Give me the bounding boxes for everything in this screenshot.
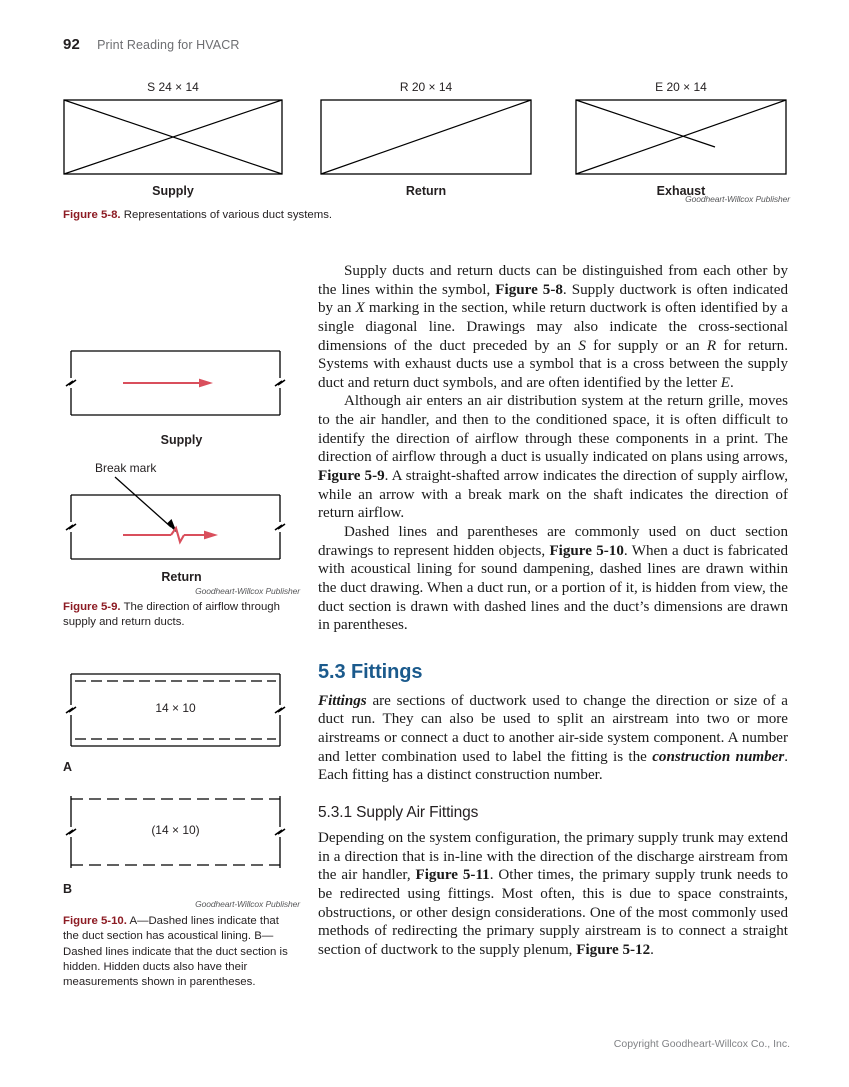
break-mark-icon bbox=[275, 524, 285, 530]
term-fittings: Fittings bbox=[318, 692, 367, 709]
paragraph-5 bbox=[318, 829, 788, 959]
return-airflow-group bbox=[63, 461, 300, 574]
figure-5-9-caption-text: The direction of airflow through supply and return ducts. bbox=[63, 601, 280, 629]
figure-5-10-caption bbox=[63, 914, 291, 990]
para-1-text-d: for supply or an bbox=[585, 337, 707, 354]
para-3-text-a: Dashed lines and parentheses are commonly used on duct section drawings to represent hidden objects, bbox=[318, 523, 788, 559]
para-1-figure-ref: Figure 5-8 bbox=[495, 281, 563, 298]
running-head: Print Reading for HVACR bbox=[97, 38, 240, 52]
figure-5-8-caption-label: Figure 5-8. bbox=[63, 209, 121, 221]
duct-dimension-lined: 14 × 10 bbox=[155, 701, 196, 715]
figure-5-10-credit: Goodheart-Willcox Publisher bbox=[195, 899, 300, 909]
body-text-column bbox=[318, 262, 788, 960]
figure-5-8-caption-text: Representations of various duct systems. bbox=[120, 209, 333, 221]
para-3-text-b: . When a duct is fabricated with acoustical lining for sound dampening, dashed lines are drawn within the duct drawing. When a duct run, or a portion of it, is hidden from view, the duct section is drawn with dashed lines and the duct’s dimensions are drawn in parentheses. bbox=[318, 542, 788, 634]
exhaust-duct-diagram bbox=[575, 99, 787, 175]
duct-dimension-exhaust: E 20 × 14 bbox=[655, 80, 707, 94]
return-airflow-arrow-icon bbox=[123, 528, 218, 542]
figure-5-8-caption bbox=[63, 208, 483, 223]
figure-5-10-panel-a bbox=[63, 668, 300, 759]
para-1-text-c: marking in the section, while return ductwork is often identified by a single diagonal line. Drawings may also indicate the cross-sectional dimensions of the duct preceded by an bbox=[318, 300, 788, 354]
para-4-text-a: are sections of ductwork used to change the direction or size of a duct run. They can also be used to split an airstream into two or more airstreams or connect a duct to another air-side system component. A number and letter combination used to label the fitting is the bbox=[318, 692, 788, 765]
duct-dimension-return: R 20 × 14 bbox=[399, 80, 453, 94]
term-construction-number: construction number bbox=[652, 748, 785, 765]
para-1-letter-r: R bbox=[706, 337, 717, 354]
para-1-letter-s: S bbox=[578, 337, 586, 354]
paragraph-1 bbox=[318, 262, 788, 392]
return-airflow-diagram bbox=[63, 473, 288, 569]
para-2-figure-ref: Figure 5-9 bbox=[318, 468, 385, 485]
figure-5-9-caption-label: Figure 5-9. bbox=[63, 601, 121, 613]
figure-5-9-caption bbox=[63, 600, 288, 631]
para-1-letter-e: E bbox=[720, 374, 731, 391]
duct-name-return: Return bbox=[405, 184, 447, 198]
duct-symbol-exhaust bbox=[575, 80, 787, 198]
figure-5-10-label-b: B bbox=[63, 882, 73, 896]
paragraph-3 bbox=[318, 523, 788, 635]
figure-5-9-credit: Goodheart-Willcox Publisher bbox=[195, 586, 300, 596]
figure-5-10-label-a: A bbox=[63, 760, 73, 774]
para-1-text-a: Supply ducts and return ducts can be distinguished from each other by the lines within the symbol, bbox=[318, 263, 788, 298]
break-mark-annotation-label: Break mark bbox=[95, 461, 157, 475]
paragraph-4 bbox=[318, 692, 788, 785]
figure-5-9-supply-label: Supply bbox=[160, 433, 203, 447]
supply-airflow-arrow-icon bbox=[123, 379, 213, 388]
paragraph-2 bbox=[318, 392, 788, 522]
para-4-text-b: . Each fitting has a distinct construction number. bbox=[318, 748, 788, 784]
subsection-heading-5-3-1: 5.3.1 Supply Air Fittings bbox=[318, 804, 479, 822]
para-1-text-b: . Supply ductwork is often indicated by an bbox=[318, 281, 788, 317]
break-mark-icon bbox=[275, 380, 285, 386]
supply-airflow-diagram bbox=[63, 345, 288, 425]
figure-5-10-panel-b bbox=[63, 790, 300, 881]
section-heading-5-3: 5.3 Fittings bbox=[318, 660, 423, 683]
page-footer: Copyright Goodheart-Willcox Co., Inc. bbox=[613, 1038, 790, 1050]
para-1-letter-x: X bbox=[355, 300, 365, 317]
para-2-text-a: Although air enters an air distribution system at the return grille, moves to the air handler, and then to the conditioned space, it is often difficult to identify the direction of airflow through these components in a print. The direction of airflow through a duct is usually indicated on plans using arrows, bbox=[318, 393, 788, 466]
page-header bbox=[63, 36, 240, 53]
para-5-figure-ref-1: Figure 5-11 bbox=[415, 867, 490, 884]
duct-dimension-hidden: (14 × 10) bbox=[151, 823, 200, 837]
supply-duct-diagram bbox=[63, 99, 283, 175]
para-1-text-f: . bbox=[730, 374, 734, 391]
figure-5-10-caption-text: A—Dashed lines indicate that the duct section has acoustical lining. B—Dashed lines indicate that the duct section is hidden. Hidden ducts also have their measurements shown in parentheses. bbox=[63, 915, 288, 989]
figure-5-9 bbox=[63, 345, 300, 631]
leader-arrow-icon bbox=[115, 477, 177, 533]
duct-dimension-supply: S 24 × 14 bbox=[147, 80, 199, 94]
figure-5-9-return-label: Return bbox=[161, 570, 202, 584]
duct-symbol-return bbox=[320, 80, 532, 198]
para-5-figure-ref-2: Figure 5-12 bbox=[576, 941, 651, 958]
para-1-text-e: for return. Systems with exhaust ducts use a symbol that is a cross between the supply duct and return duct symbols, and are often identified by the letter bbox=[318, 337, 788, 391]
figure-5-8-credit: Goodheart-Willcox Publisher bbox=[685, 194, 790, 204]
para-5-text-b: . Other times, the primary supply trunk needs to be redirected using fittings. Most often, this is due to space constraints, obstructions, or other design considerations. One of the most commonly used methods of redirecting the primary supply airstream is to connect a straight section of ductwork to the supply plenum, bbox=[318, 867, 788, 958]
duct-symbol-supply bbox=[63, 80, 283, 198]
figure-5-10 bbox=[63, 668, 300, 990]
duct-name-exhaust: Exhaust bbox=[656, 184, 706, 198]
figure-5-10-caption-label: Figure 5-10. bbox=[63, 915, 127, 927]
para-3-figure-ref: Figure 5-10 bbox=[549, 542, 624, 559]
duct-name-supply: Supply bbox=[152, 184, 194, 198]
break-mark-icon bbox=[66, 524, 76, 530]
break-mark-icon bbox=[66, 380, 76, 386]
para-5-text-c: . bbox=[650, 941, 654, 958]
page-number: 92 bbox=[63, 36, 81, 53]
para-5-text-a: Depending on the system configuration, the primary supply trunk may extend in a direction that is in-line with the direction of the discharge airstream from the air handler, bbox=[318, 830, 788, 884]
return-duct-diagram bbox=[320, 99, 532, 175]
para-2-text-b: . A straight-shafted arrow indicates the direction of supply airflow, while an arrow with a break mark on the shaft indicates the direction of return airflow. bbox=[318, 468, 788, 522]
